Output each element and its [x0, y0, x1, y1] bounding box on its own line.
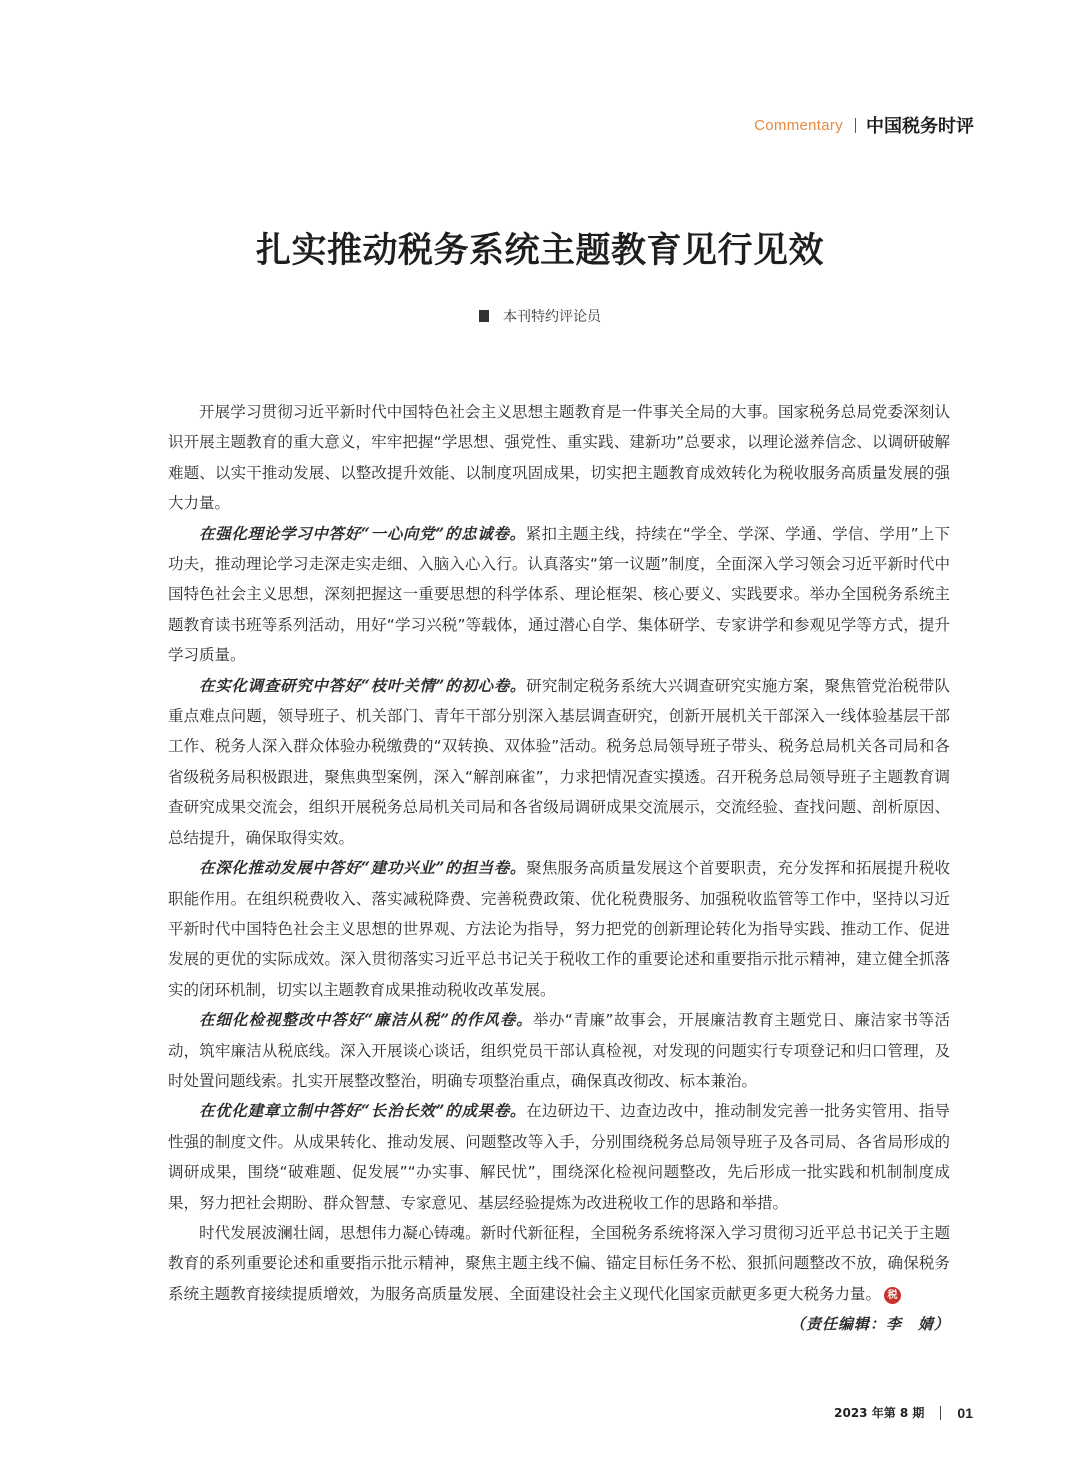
section-lead: 在强化理论学习中答好“一心向党”的忠诚卷。	[199, 523, 526, 543]
section-paragraph	[168, 853, 950, 1005]
section-label-en: Commentary	[754, 116, 843, 134]
section-paragraph	[168, 671, 950, 853]
section-lead: 在实化调查研究中答好“枝叶关情”的初心卷。	[199, 675, 527, 695]
issue-label: 2023 年第 8 期	[834, 1406, 925, 1420]
byline-square-icon	[479, 310, 489, 322]
section-text: 研究制定税务系统大兴调查研究实施方案，聚焦管党治税带队重点难点问题，领导班子、机关部门、青年干部分别深入基层调查研究，创新开展机关干部深入一线体验基层干部工作、税务人深入群众体验办税缴费的“双转换、双体验”活动。税务总局领导班子带头、税务总局机关各司局和各省级税务局积极跟进，聚焦典型案例，深入“解剖麻雀”，力求把情况查实摸透。召开税务总局领导班子主题教育调查研究成果交流会，组织开展税务总局机关司局和各省级局调研成果交流展示，交流经验、查找问题、剖析原因、总结提升，确保取得实效。	[168, 676, 950, 847]
editor-credit: （责任编辑：李 婧）	[789, 1315, 950, 1334]
page-footer	[834, 1404, 973, 1421]
intro-paragraph: 开展学习贯彻习近平新时代中国特色社会主义思想主题教育是一件事关全局的大事。国家税务总局党委深刻认识开展主题教育的重大意义，牢牢把握“学思想、强党性、重实践、建新功”总要求，以理论滋养信念、以调研破解难题、以实干推动发展、以整改提升效能、以制度巩固成果，切实把主题教育成效转化为税收服务高质量发展的强大力量。	[168, 403, 950, 513]
page-header	[754, 112, 974, 138]
closing-text: 时代发展波澜壮阔，思想伟力凝心铸魂。新时代新征程，全国税务系统将深入学习贯彻习近平总书记关于主题教育的系列重要论述和重要指示批示精神，聚焦主题主线不偏、锚定目标任务不松、狠抓问题整改不放，确保税务系统主题教育接续提质增效，为服务高质量发展、全面建设社会主义现代化国家贡献更多更大税务力量。	[168, 1223, 950, 1303]
section-paragraph	[168, 519, 950, 671]
end-mark-icon: 税	[884, 1287, 901, 1304]
article-title: 扎实推动税务系统主题教育见行见效	[255, 230, 824, 271]
closing-paragraph	[168, 1218, 950, 1309]
section-paragraph	[168, 1096, 950, 1218]
byline-author: 本刊特约评论员	[503, 309, 601, 325]
page-number: 01	[957, 1404, 973, 1421]
section-lead: 在细化检视整改中答好“廉洁从税”的作风卷。	[199, 1010, 533, 1030]
section-text: 聚焦服务高质量发展这个首要职责，充分发挥和拓展提升税收职能作用。在组织税费收入、落实减税降费、完善税费政策、优化税费服务、加强税收监管等工作中，坚持以习近平新时代中国特色社会主义思想的世界观、方法论为指导，努力把党的创新理论转化为指导实践、推动工作、促进发展的更优的实际成效。深入贯彻落实习近平总书记关于税收工作的重要论述和重要指示批示精神，建立健全抓落实的闭环机制，切实以主题教育成果推动税收改革发展。	[168, 859, 950, 999]
section-lead: 在优化建章立制中答好“长治长效”的成果卷。	[199, 1101, 527, 1121]
section-text: 在边研边干、边查边改中，推动制发完善一批务实管用、指导性强的制度文件。从成果转化、推动发展、问题整改等入手，分别围绕税务总局领导班子及各司局、各省局形成的调研成果，围绕“破难题、促发展”“办实事、解民忧”，围绕深化检视问题整改，先后形成一批实践和机制制度成果，努力把社会期盼、群众智慧、专家意见、基层经验提炼为改进税收工作的思路和举措。	[168, 1102, 950, 1212]
footer-divider	[940, 1406, 941, 1420]
article-body	[168, 397, 950, 1340]
byline	[0, 306, 1080, 326]
section-text: 紧扣主题主线，持续在“学全、学深、学通、学信、学用”上下功夫，推动理论学习走深走实走细、入脑入心入行。认真落实“第一议题”制度，全面深入学习领会习近平新时代中国特色社会主义思想，深刻把握这一重要思想的科学体系、理论框架、核心要义、实践要求。举办全国税务系统主题教育读书班等系列活动，用好“学习兴税”等载体，通过潜心自学、集体研学、专家讲学和参观见学等方式，提升学习质量。	[168, 524, 950, 665]
header-divider	[855, 118, 856, 133]
section-label-cn: 中国税务时评	[866, 116, 974, 137]
section-paragraph	[168, 1005, 950, 1096]
section-text: 举办“青廉”故事会，开展廉洁教育主题党日、廉洁家书等活动，筑牢廉洁从税底线。深入开展谈心谈话，组织党员干部认真检视，对发现的问题实行专项登记和归口管理，及时处置问题线索。扎实开展整改整治，明确专项整治重点，确保真改彻改、标本兼治。	[168, 1011, 950, 1090]
section-lead: 在深化推动发展中答好“建功兴业”的担当卷。	[199, 858, 527, 878]
